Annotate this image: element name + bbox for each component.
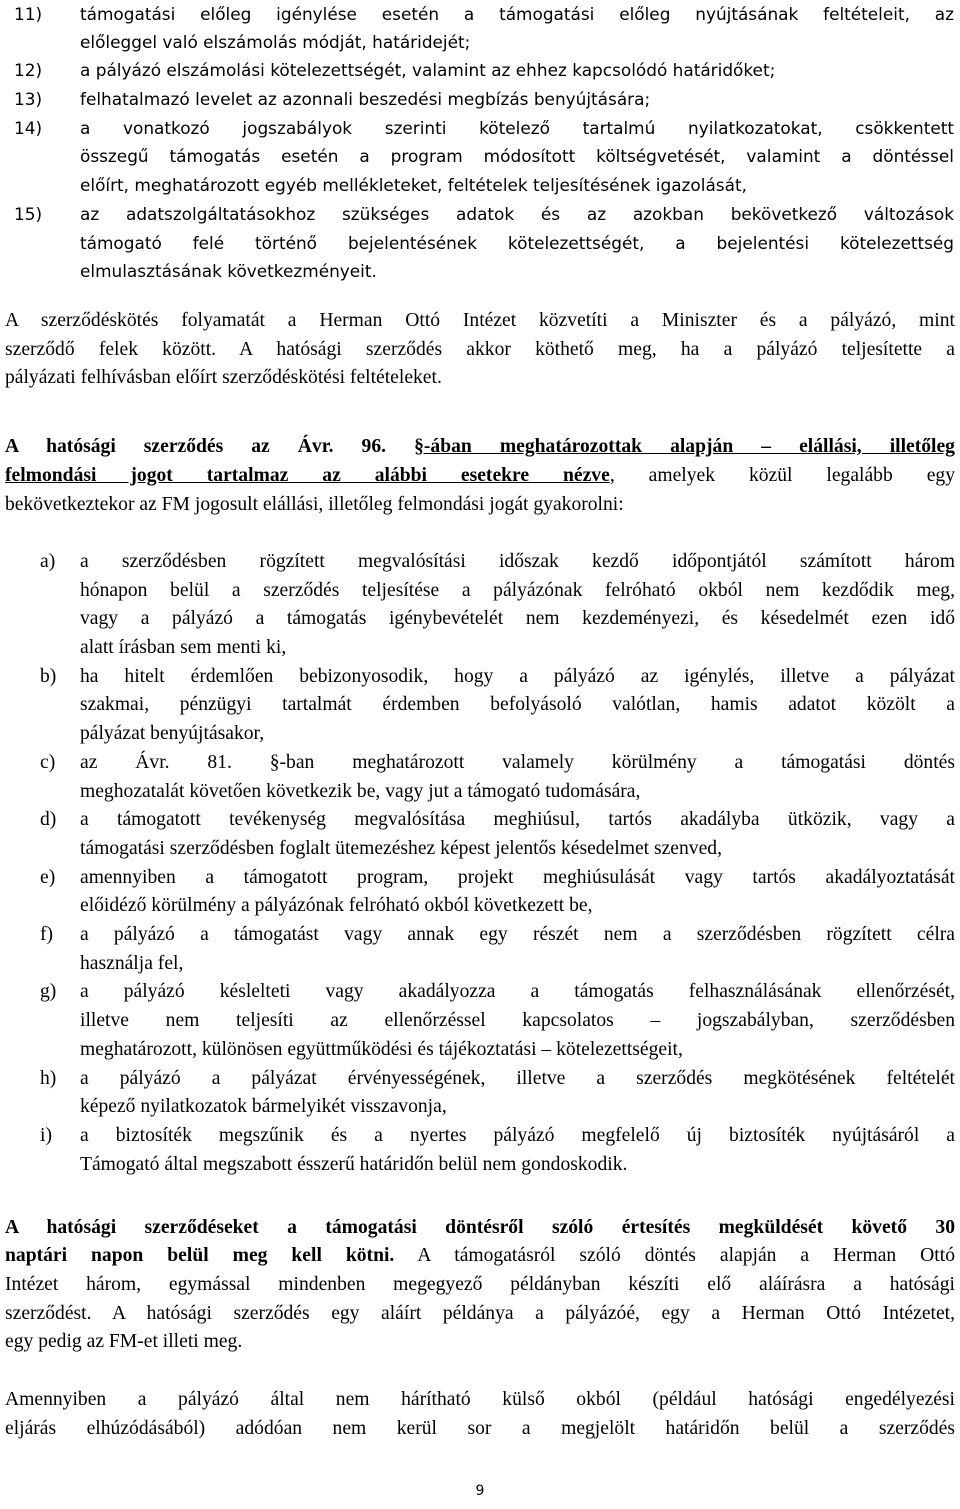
paragraph-line: A szerződéskötés folyamatát a Herman Ottó Intézet közvetíti a Miniszter és a pályázó, mint [5,310,955,331]
item-number: 14) [14,118,43,138]
paragraph-line: szerződő felek között. A hatósági szerződés akkor köthető meg, ha a pályázó teljesítette a [5,339,955,360]
bold-underlined-text: felmondási jogot tartalmaz az alábbi esetekre nézve [5,465,610,486]
paragraph-line: szerződést. A hatósági szerződés egy aláírt példánya a pályázóé, egy a Herman Ottó Intézetet, [5,1303,955,1324]
list-item-line: a biztosíték megszűnik és a nyertes pályázó megfelelő új biztosíték nyújtásáról a [80,1125,955,1146]
list-item-line: hónapon belül a szerződés teljesítése a pályázónak felróható okból nem kezdődik meg, [80,580,955,601]
list-item-line: meghatározott, különösen együttműködési és tájékoztatási – kötelezettségeit, [80,1039,683,1060]
paragraph-line: Amennyiben a pályázó által nem hárítható külső okból (például hatósági engedélyezési [5,1389,955,1410]
list-item-line: pályázat benyújtásakor, [80,723,265,744]
list-item-line: a pályázó késlelteti vagy akadályozza a támogatás felhasználásának ellenőrzését, [80,981,955,1002]
list-item-line: meghozatalát követően következik be, vagy jut a támogató tudomására, [80,781,641,802]
paragraph-text: , amelyek közül legalább egy [609,465,955,486]
paragraph-line: pályázati felhívásban előírt szerződéskötési feltételeket. [5,367,442,388]
paragraph-line: eljárás elhúzódásából) adódóan nem kerül sor a megjelölt határidőn belül a szerződés [5,1418,955,1439]
list-item-line: az Ávr. 81. §-ban meghatározott valamely körülmény a támogatási döntés [80,752,955,773]
list-item-line: elmulasztásának következményeit. [80,261,377,281]
list-item-line: illetve nem teljesíti az ellenőrzéssel kapcsolatos – jogszabályban, szerződésben [80,1010,955,1031]
paragraph-line: egy pedig az FM-et illeti meg. [5,1331,243,1352]
list-item-line: támogatási előleg igénylése esetén a támogatási előleg nyújtásának feltételeit, az [80,4,954,24]
list-item-line: a szerződésben rögzített megvalósítási időszak kezdő időpontjától számított három [80,551,955,572]
paragraph-line [5,1242,955,1270]
item-letter: d) [40,809,57,830]
item-letter: f) [40,924,54,945]
item-letter: h) [40,1068,57,1089]
list-item-line: a pályázó a pályázat érvényességének, illetve a szerződés megkötésének feltételét [80,1068,955,1089]
list-item-line: előírt, meghatározott egyéb mellékleteket, feltételek teljesítésének igazolását, [80,175,747,195]
paragraph-text: A támogatásról szóló döntés alapján a Herman Ottó [394,1245,955,1266]
item-number: 13) [14,89,43,109]
item-letter: a) [40,551,56,572]
list-item-line: a vonatkozó jogszabályok szerinti kötelező tartalmú nyilatkozatokat, csökkentett [80,118,954,138]
list-item-line: vagy a pályázó a támogatás igénybevételét nem kezdeményezi, és késedelmét ezen idő [80,608,955,629]
list-item-line: képező nyilatkozatok bármelyikét visszavonja, [80,1096,447,1117]
page-number: 9 [475,1483,485,1499]
item-number: 12) [14,60,43,80]
list-item-line: amennyiben a támogatott program, projekt meghiúsulását vagy tartós akadályoztatását [80,867,955,888]
list-item-line: támogatási szerződésben foglalt ütemezéshez képest jelentős késedelmet szenved, [80,838,722,859]
paragraph-line [5,433,955,461]
item-letter: c) [40,752,56,773]
list-item-line: felhatalmazó levelet az azonnali beszedési megbízás benyújtására; [80,89,651,109]
list-item-line: összegű támogatás esetén a program módosított költségvetését, valamint a döntéssel [80,146,954,166]
list-item-line: előleggel való elszámolás módját, határidejét; [80,32,471,52]
list-item-line: a pályázó a támogatást vagy annak egy részét nem a szerződésben rögzített célra [80,924,955,945]
item-number: 11) [14,4,43,24]
list-item-line: a pályázó elszámolási kötelezettségét, valamint az ehhez kapcsolódó határidőket; [80,60,776,80]
list-item-line: szakmai, pénzügyi tartalmát érdemben befolyásoló valótlan, hamis adatot közölt a [80,694,955,715]
list-item-line: előidéző körülmény a pályázónak felróható okból következett be, [80,895,593,916]
list-item-line: a támogatott tevékenység megvalósítása meghiúsul, tartós akadályba ütközik, vagy a [80,809,955,830]
list-item-line: használja fel, [80,953,184,974]
list-item-line: alatt írásban sem menti ki, [80,637,287,658]
item-letter: g) [40,981,57,1002]
item-letter: e) [40,867,56,888]
paragraph-line: Intézet három, egymással mindenben megegyező példányban készíti elő aláírásra a hatósági [5,1274,955,1295]
list-item-line: Támogató által megszabott ésszerű határidőn belül nem gondoskodik. [80,1154,628,1175]
list-item-line: támogató felé történő bejelentésének kötelezettségét, a bejelentési kötelezettség [80,233,954,253]
paragraph-line: A hatósági szerződéseket a támogatási döntésről szóló értesítés megküldését követő 30 [5,1217,955,1238]
paragraph-line: bekövetkeztekor az FM jogosult elállási, illetőleg felmondási jogát gyakorolni: [5,494,624,515]
bold-underlined-text: §-ában meghatározottak alapján – elállási, illetőleg [414,436,955,457]
bold-text: A hatósági szerződés az Ávr. 96. [5,436,387,457]
list-item-line: ha hitelt érdemlően bebizonyosodik, hogy a pályázó az igénylés, illetve a pályázat [80,666,955,687]
item-letter: b) [40,666,57,687]
paragraph-line [5,462,955,490]
item-letter: i) [40,1125,52,1146]
list-item-line: az adatszolgáltatásokhoz szükséges adatok és az azokban bekövetkező változások [80,204,954,224]
bold-text: naptári napon belül meg kell kötni. [5,1245,395,1266]
item-number: 15) [14,204,43,224]
